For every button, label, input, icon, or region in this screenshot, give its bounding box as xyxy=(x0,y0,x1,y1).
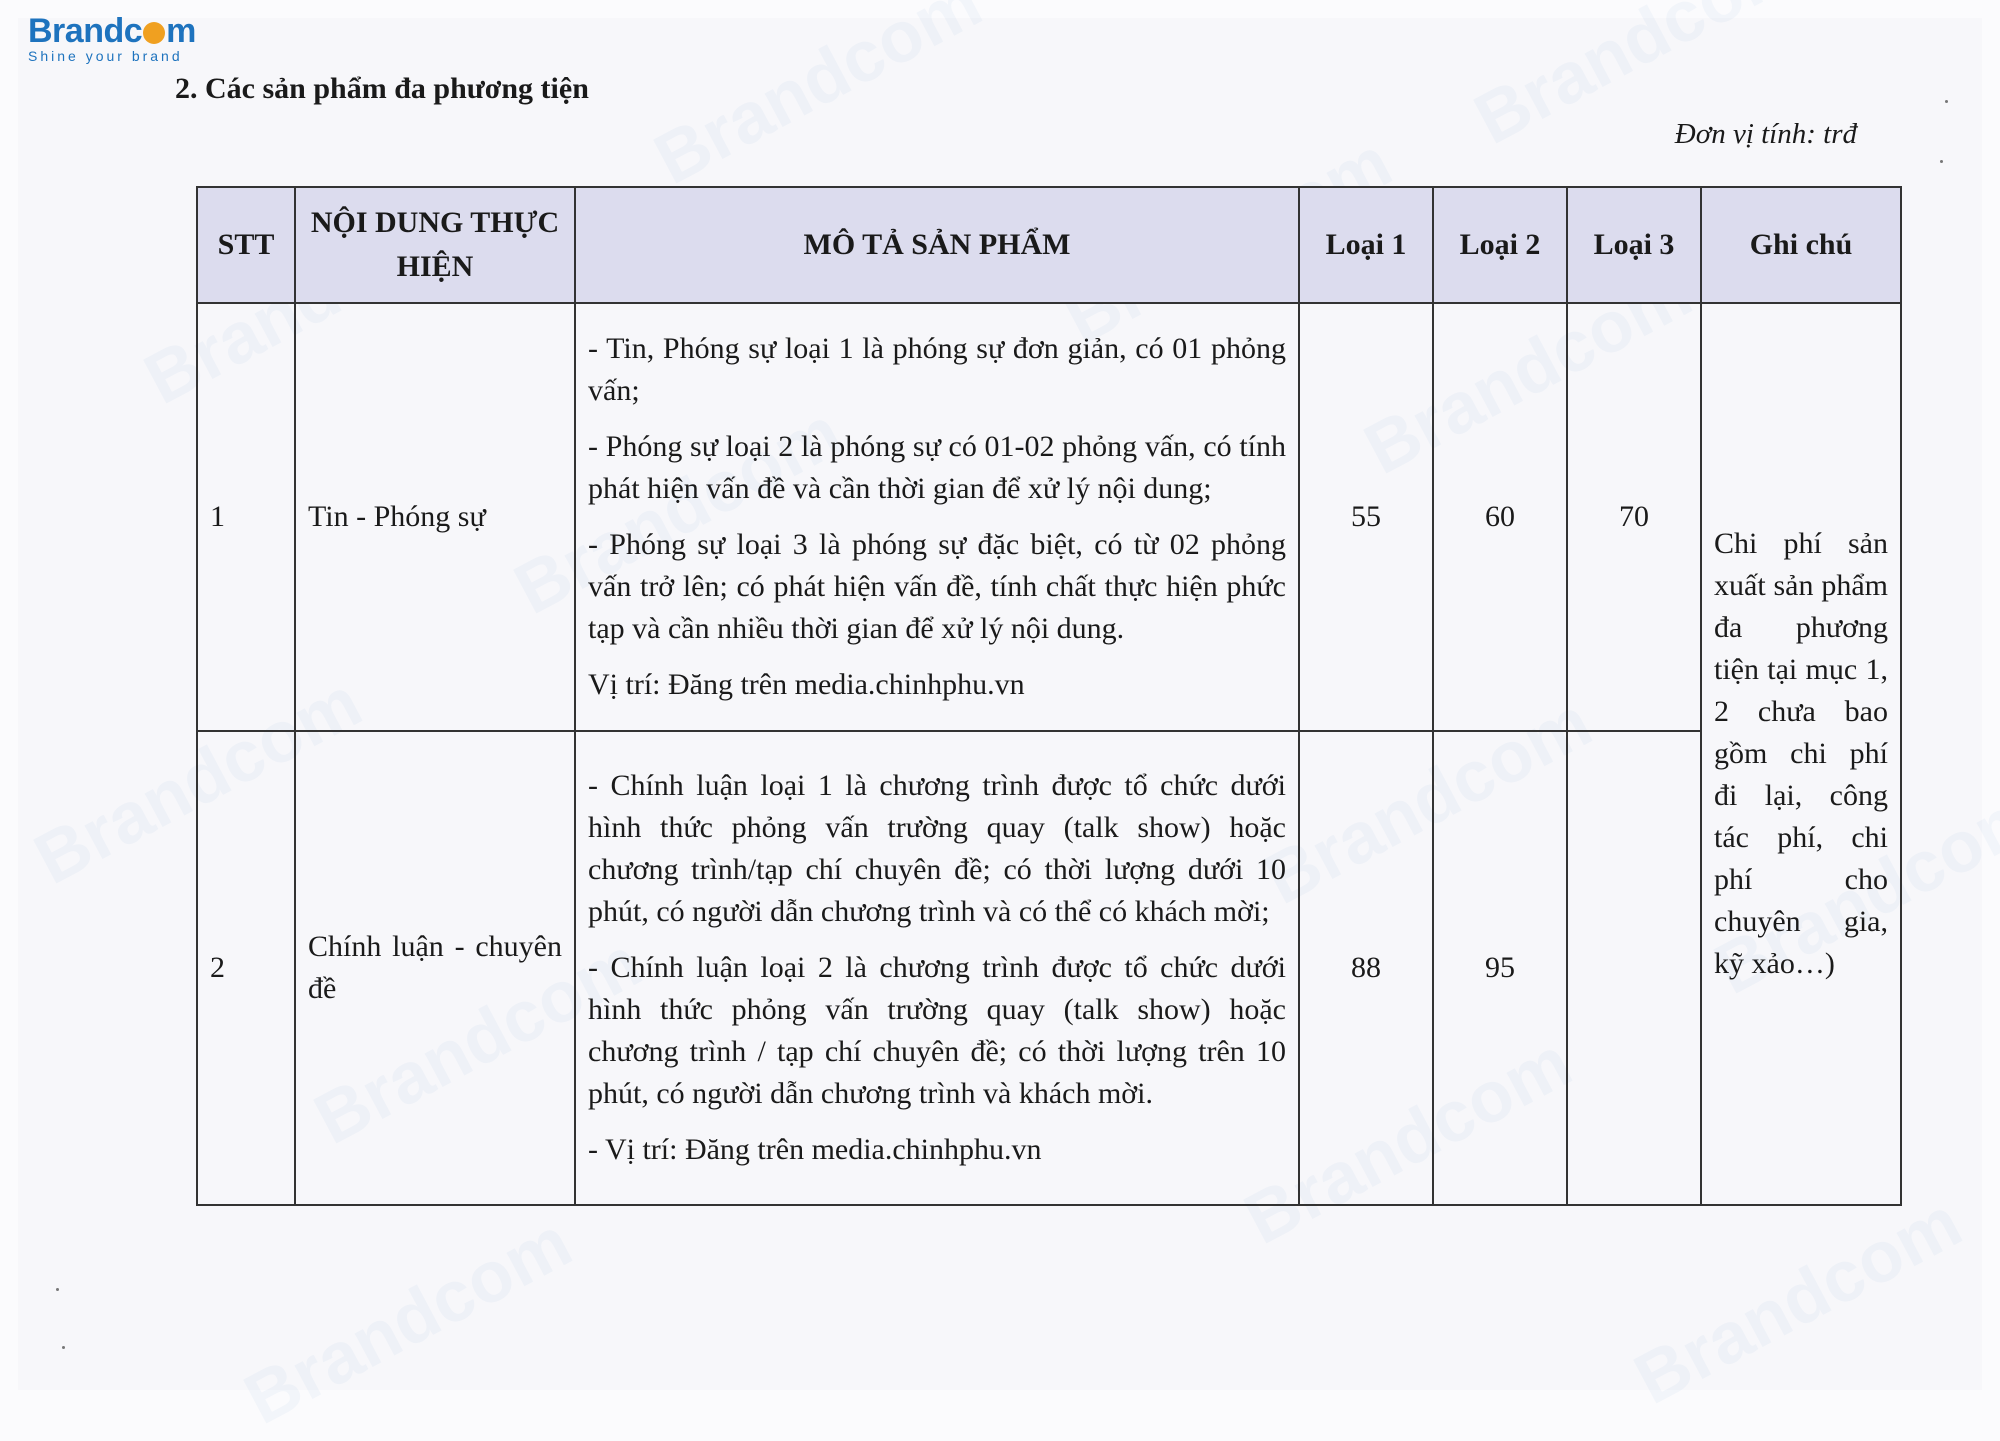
header-type2: Loại 2 xyxy=(1433,187,1567,303)
cell-type2-price: 95 xyxy=(1433,731,1567,1205)
cell-note: Chi phí sản xuất sản phẩm đa phương tiện tại mục 1, 2 chưa bao gồm chi phí đi lại, công tác phí, chi phí cho chuyên gia, kỹ xảo…) xyxy=(1701,303,1901,1205)
logo-tagline: Shine your brand xyxy=(28,48,183,64)
scan-speck xyxy=(62,1346,65,1349)
cell-type3-price: 70 xyxy=(1567,303,1701,731)
logo-o-circle xyxy=(143,22,165,44)
description-item: - Tin, Phóng sự loại 1 là phóng sự đơn giản, có 01 phỏng vấn; xyxy=(588,332,1286,407)
description-item: - Phóng sự loại 3 là phóng sự đặc biệt, có từ 02 phỏng vấn trở lên; có phát hiện vấn đề, tính chất thực hiện phức tạp và cần nhiều thời gian để xử lý nội dung. xyxy=(588,528,1286,645)
header-description: MÔ TẢ SẢN PHẨM xyxy=(575,187,1299,303)
description-item: Vị trí: Đăng trên media.chinhphu.vn xyxy=(588,668,1025,701)
cell-description xyxy=(575,303,1299,731)
cell-stt: 1 xyxy=(197,303,295,731)
cell-description xyxy=(575,731,1299,1205)
logo-wordmark: Brandc m xyxy=(28,12,196,50)
scan-speck xyxy=(1940,160,1943,163)
description-item: - Chính luận loại 1 là chương trình được tổ chức dưới hình thức phỏng vấn trường quay (talk show) hoặc chương trình/tạp chí chuyên đề; có thời lượng dưới 10 phút, có người dẫn chương trình và có thể có khách mời; xyxy=(588,769,1286,928)
brand-logo xyxy=(28,12,196,64)
cell-stt: 2 xyxy=(197,731,295,1205)
cell-content: Tin - Phóng sự xyxy=(295,303,575,731)
description-item: - Chính luận loại 2 là chương trình được tổ chức dưới hình thức phỏng vấn trường quay (talk show) hoặc chương trình / tạp chí chuyên đề; có thời lượng trên 10 phút, có người dẫn chương trình và khách mời. xyxy=(588,951,1286,1110)
description-item: - Vị trí: Đăng trên media.chinhphu.vn xyxy=(588,1133,1042,1166)
unit-label: Đơn vị tính: trđ xyxy=(1674,118,1857,150)
cell-type2-price: 60 xyxy=(1433,303,1567,731)
table-header-row xyxy=(197,187,1901,303)
cell-content: Chính luận - chuyên đề xyxy=(295,731,575,1205)
cell-type3-price xyxy=(1567,731,1701,1205)
price-table xyxy=(196,186,1902,1206)
cell-type1-price: 88 xyxy=(1299,731,1433,1205)
header-stt: STT xyxy=(197,187,295,303)
header-note: Ghi chú xyxy=(1701,187,1901,303)
header-type3: Loại 3 xyxy=(1567,187,1701,303)
description-item: - Phóng sự loại 2 là phóng sự có 01-02 phỏng vấn, có tính phát hiện vấn đề và cần thời gian để xử lý nội dung; xyxy=(588,430,1286,505)
header-type1: Loại 1 xyxy=(1299,187,1433,303)
section-title: 2. Các sản phẩm đa phương tiện xyxy=(175,72,589,105)
cell-type1-price: 55 xyxy=(1299,303,1433,731)
table-row xyxy=(197,731,1901,1205)
table-row xyxy=(197,303,1901,731)
scan-speck xyxy=(1945,100,1948,103)
scan-speck xyxy=(56,1288,59,1291)
header-content: NỘI DUNG THỰC HIỆN xyxy=(295,187,575,303)
